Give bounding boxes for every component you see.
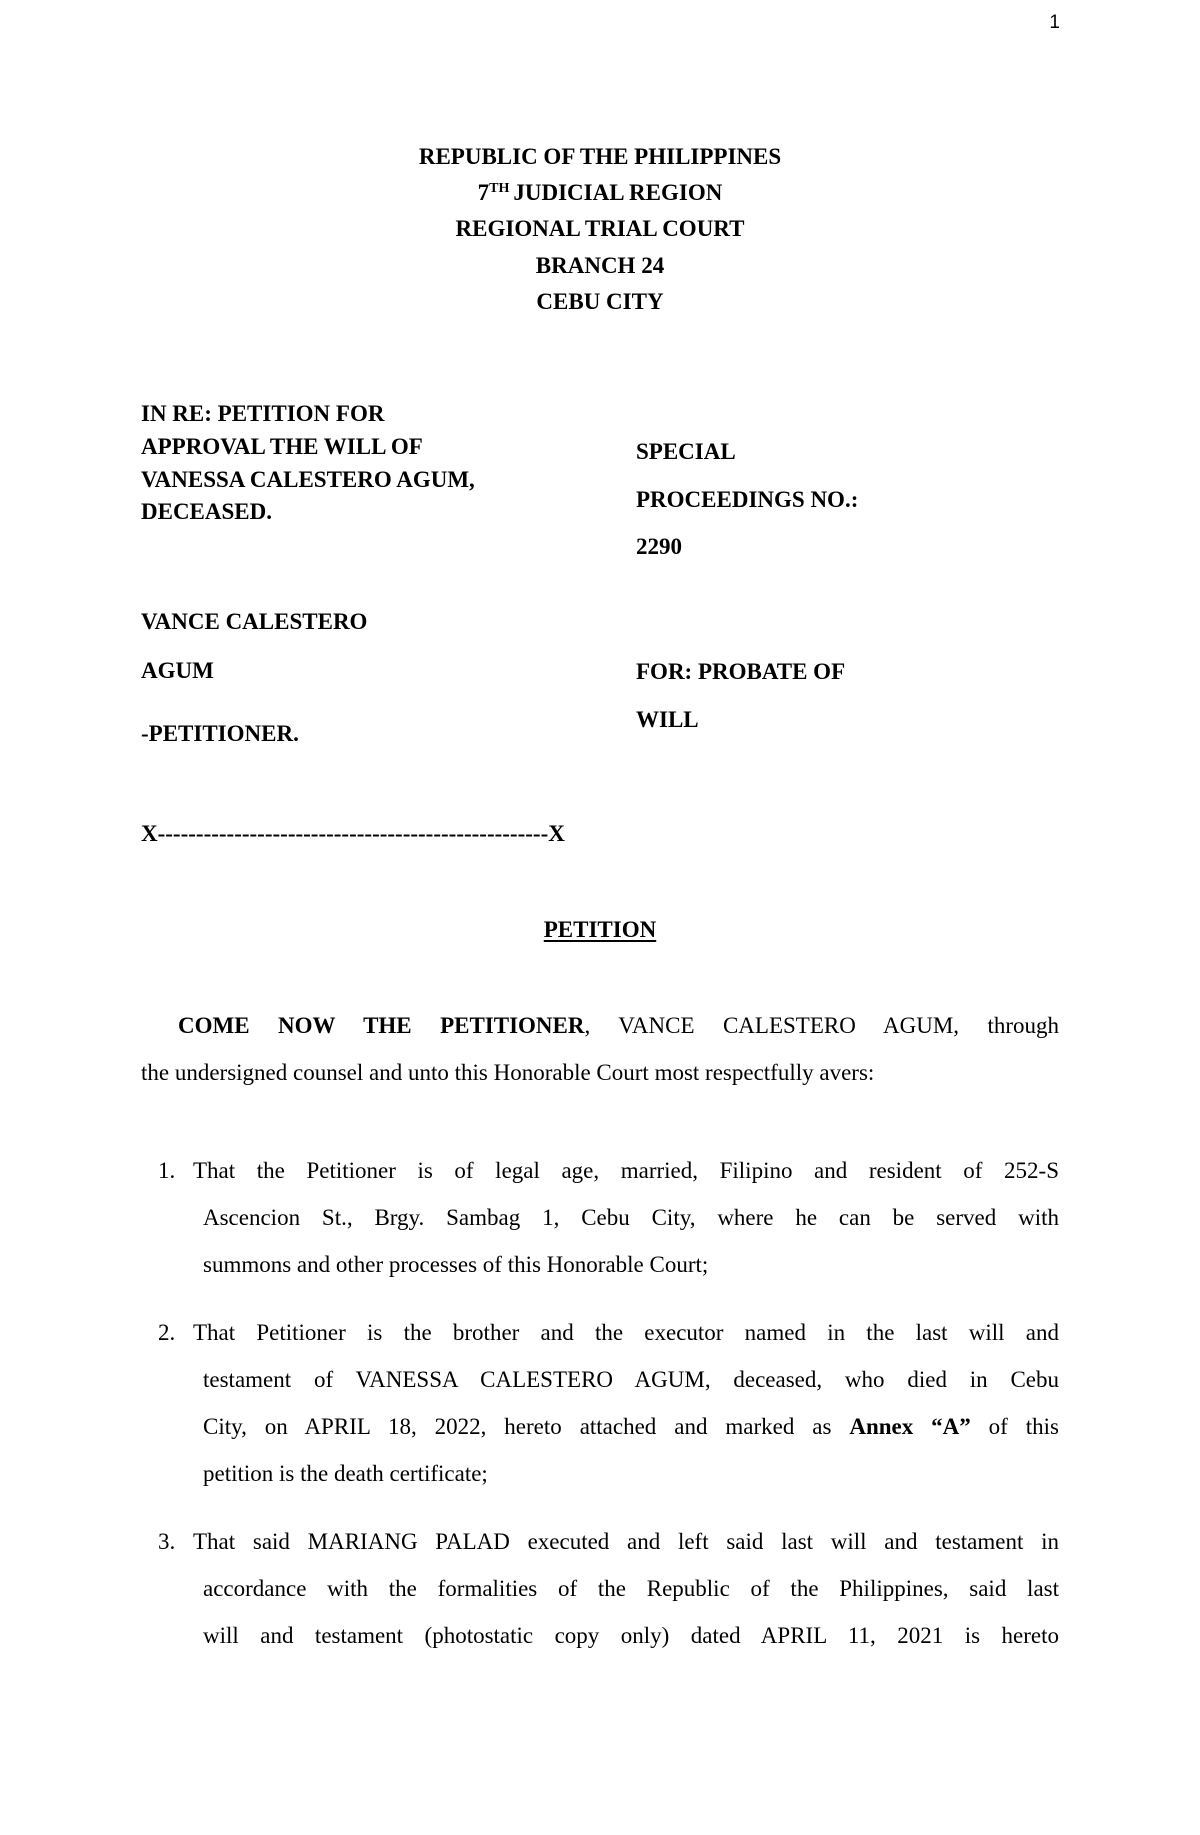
case-number: 2290	[636, 534, 682, 559]
case-type-line: SPECIAL	[636, 439, 736, 464]
case-type-line: PROCEEDINGS NO.:	[636, 487, 859, 512]
case-nature-line: WILL	[636, 707, 699, 732]
header-regional-trial-court: REGIONAL TRIAL COURT	[455, 216, 745, 241]
header-republic: REPUBLIC OF THE PHILIPPINES	[418, 144, 782, 169]
item-line: City, on APRIL 18, 2022, hereto attached and marked as Annex “A” of this	[203, 1414, 1059, 1439]
item-number: 3.	[158, 1529, 176, 1554]
caption-left-line: IN RE: PETITION FOR	[141, 401, 385, 426]
petitioner-name-line: VANCE CALESTERO	[141, 609, 368, 634]
item-line: Ascencion St., Brgy. Sambag 1, Cebu City, where he can be served with	[203, 1205, 1059, 1230]
item-line: petition is the death certificate;	[203, 1461, 488, 1486]
caption-separator: X---------------------------------------------------X	[141, 821, 565, 846]
document-title: PETITION	[543, 917, 657, 942]
petitioner-name-line: AGUM	[141, 658, 214, 683]
item-number: 1.	[158, 1158, 176, 1183]
item-line: summons and other processes of this Honorable Court;	[203, 1252, 709, 1277]
header-branch: BRANCH 24	[535, 253, 665, 278]
intro-line-2: the undersigned counsel and unto this Honorable Court most respectfully avers:	[141, 1060, 875, 1085]
page-number: 1	[1049, 12, 1060, 33]
item-line: testament of VANESSA CALESTERO AGUM, deceased, who died in Cebu	[203, 1367, 1059, 1392]
item-line: That said MARIANG PALAD executed and left said last will and testament in	[193, 1529, 1059, 1554]
caption-left-line: DECEASED.	[141, 499, 273, 524]
case-nature-line: FOR: PROBATE OF	[636, 659, 846, 684]
intro-line-1: COME NOW THE PETITIONER, VANCE CALESTERO AGUM, through	[178, 1013, 1059, 1038]
header-judicial-region: 7TH JUDICIAL REGION	[477, 180, 723, 205]
item-line: That the Petitioner is of legal age, married, Filipino and resident of 252-S	[193, 1158, 1059, 1183]
item-line: That Petitioner is the brother and the executor named in the last will and	[193, 1320, 1059, 1345]
caption-left-line: VANESSA CALESTERO AGUM,	[141, 467, 475, 492]
item-line: accordance with the formalities of the Republic of the Philippines, said last	[203, 1576, 1059, 1601]
header-city: CEBU CITY	[536, 289, 664, 314]
item-number: 2.	[158, 1320, 176, 1345]
item-line: will and testament (photostatic copy only) dated APRIL 11, 2021 is hereto	[203, 1623, 1059, 1648]
caption-left-line: APPROVAL THE WILL OF	[141, 434, 423, 459]
petitioner-label: -PETITIONER.	[141, 721, 299, 746]
